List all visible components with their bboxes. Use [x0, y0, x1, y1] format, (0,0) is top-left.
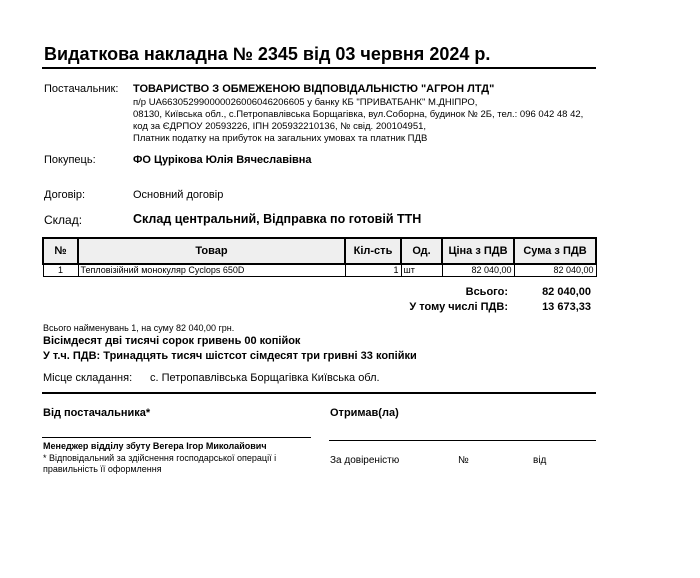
vat-label: У тому числі ПДВ: — [409, 301, 508, 313]
supplier-codes-line: код за ЄДРПОУ 20593226, ІПН 205932210136, № свід. 200104951, — [133, 121, 427, 132]
buyer-name: ФО Цурікова Юлія Вячеславівна — [133, 154, 312, 166]
row-product: Тепловізійний монокуляр Cyclops 650D — [78, 264, 345, 277]
col-header-num: № — [43, 238, 78, 264]
items-count-line: Всього найменувань 1, на суму 82 040,00 грн. — [43, 323, 235, 333]
table-row — [43, 264, 596, 277]
row-qty: 1 — [345, 264, 401, 277]
vat-in-words: У т.ч. ПДВ: Тринадцять тисяч шістсот сімдесят три гривні 33 копійки — [43, 350, 417, 362]
receiver-signature-line — [329, 440, 596, 441]
vat-value: 13 673,33 — [542, 301, 591, 313]
total-value: 82 040,00 — [542, 286, 591, 298]
buyer-label: Покупець: — [44, 154, 96, 166]
supplier-bank-line: п/р UA663052990000026006046206605 у банку КБ "ПРИВАТБАНК" М.ДНІПРО, — [133, 97, 478, 108]
place-label: Місце складання: — [43, 372, 133, 384]
supplier-signature-line — [42, 437, 311, 438]
place-value: с. Петропавлівська Борщагівка Київська обл. — [150, 372, 380, 384]
received-label: Отримав(ла) — [330, 407, 399, 419]
proxy-date-label: від — [533, 455, 547, 466]
warehouse-label: Склад: — [44, 213, 83, 227]
footnote-line-1: * Відповідальний за здійснення господарської операції і — [43, 453, 277, 463]
row-unit: шт — [401, 264, 442, 277]
total-label: Всього: — [465, 286, 508, 298]
footnote-line-2: правильність її оформлення — [43, 464, 162, 474]
supplier-details — [133, 97, 583, 145]
contract-value: Основний договір — [133, 189, 224, 201]
col-header-price: Ціна з ПДВ — [442, 238, 514, 264]
supplier-tax-line: Платник податку на прибуток на загальних умовах та платник ПДВ — [133, 133, 428, 144]
signature-divider — [42, 392, 596, 394]
supplier-name: ТОВАРИСТВО З ОБМЕЖЕНОЮ ВІДПОВІДАЛЬНІСТЮ "АГРОН ЛТД" — [133, 83, 495, 95]
col-header-product: Товар — [78, 238, 345, 264]
responsibility-footnote — [43, 453, 276, 475]
supplier-address-line: 08130, Київська обл., с.Петропавлівська Борщагівка, вул.Соборна, будинок № 2Б, тел.: 096 042 48 42, — [133, 109, 584, 120]
amount-in-words: Вісімдесят дві тисячі сорок гривень 00 копійок — [43, 335, 301, 347]
row-sum: 82 040,00 — [514, 264, 596, 277]
col-header-qty: Кіл-сть — [345, 238, 401, 264]
row-price: 82 040,00 — [442, 264, 514, 277]
from-supplier-label: Від постачальника* — [43, 407, 151, 419]
manager-name: Менеджер відділу збуту Вегера Ігор Миколайович — [43, 441, 267, 451]
goods-table — [42, 237, 597, 277]
col-header-sum: Сума з ПДВ — [514, 238, 596, 264]
table-header-row — [43, 238, 596, 264]
invoice-title: Видаткова накладна № 2345 від 03 червня 2024 р. — [44, 44, 491, 64]
title-divider — [42, 67, 596, 69]
contract-label: Договір: — [44, 189, 86, 201]
proxy-number-label: № — [458, 455, 469, 466]
row-num: 1 — [43, 264, 78, 277]
warehouse-value: Склад центральний, Відправка по готовій ТТН — [133, 212, 422, 226]
proxy-label: За довіреністю — [330, 455, 400, 466]
supplier-label: Постачальник: — [44, 83, 119, 95]
col-header-unit: Од. — [401, 238, 442, 264]
